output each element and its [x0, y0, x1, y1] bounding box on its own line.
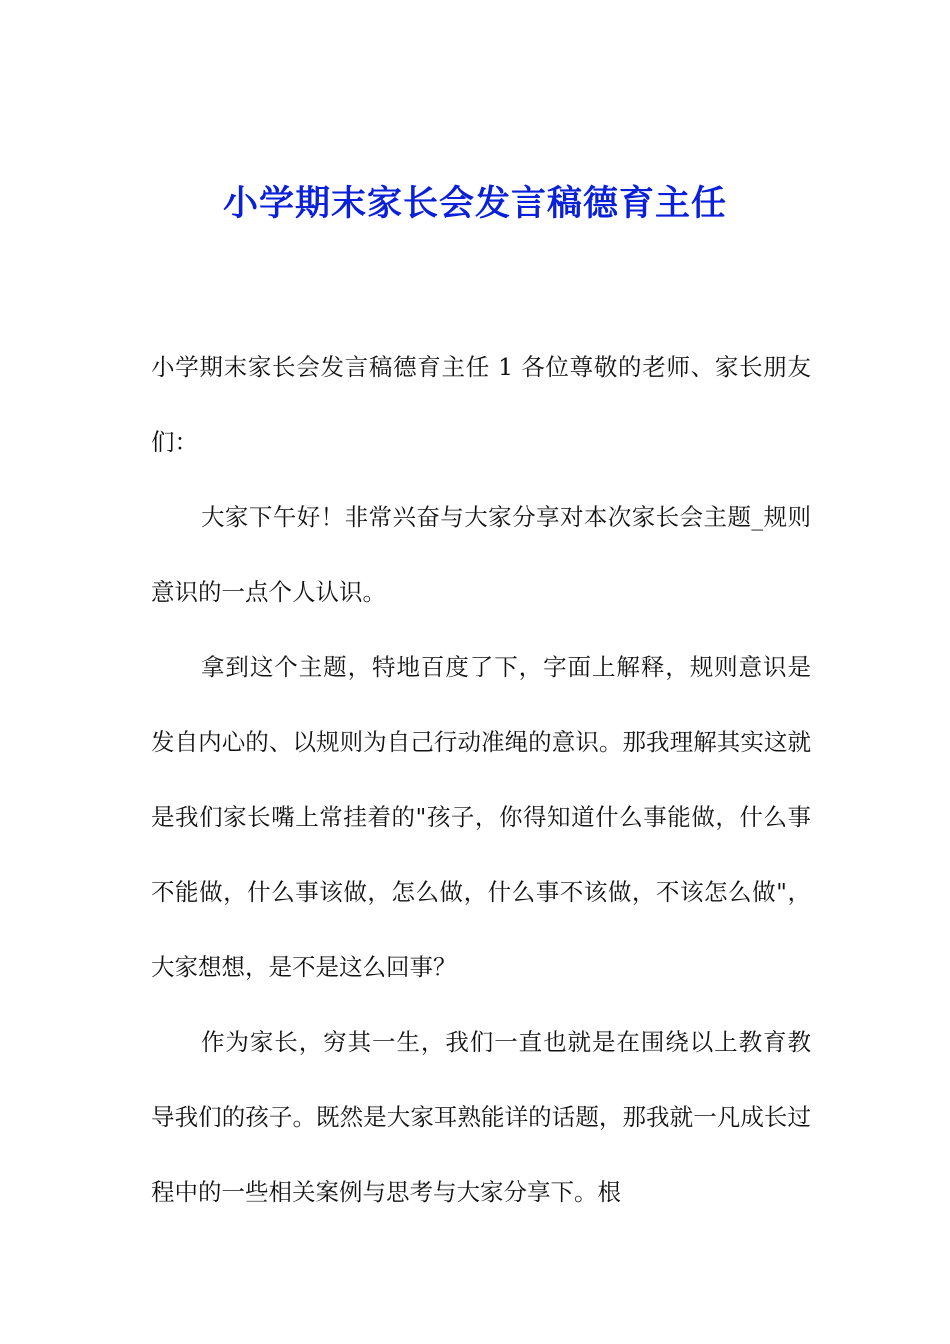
paragraph-greeting: 小学期末家长会发言稿德育主任 1 各位尊敬的老师、家长朋友们： [151, 353, 811, 456]
document-title: 小学期末家长会发言稿德育主任 [222, 183, 727, 224]
paragraph-parent-role: 作为家长，穷其一生，我们一直也就是在围绕以上教育教导我们的孩子。既然是大家耳熟能详的话题，那我就一凡成长过程中的一些相关案例与思考与大家分享下。根 [151, 1028, 811, 1206]
document-body [151, 330, 811, 1230]
paragraph-rule-definition: 拿到这个主题，特地百度了下，字面上解释，规则意识是发自内心的、以规则为自己行动准绳的意识。那我理解其实这就是我们家长嘴上常挂着的"孩子，你得知道什么事能做，什么事不能做，什么事该做，怎么做，什么事不该做，不该怎么做"，大家想想，是不是这么回事？ [151, 653, 811, 981]
paragraph-opening: 大家下午好！非常兴奋与大家分享对本次家长会主题_规则意识的一点个人认识。 [151, 503, 811, 606]
